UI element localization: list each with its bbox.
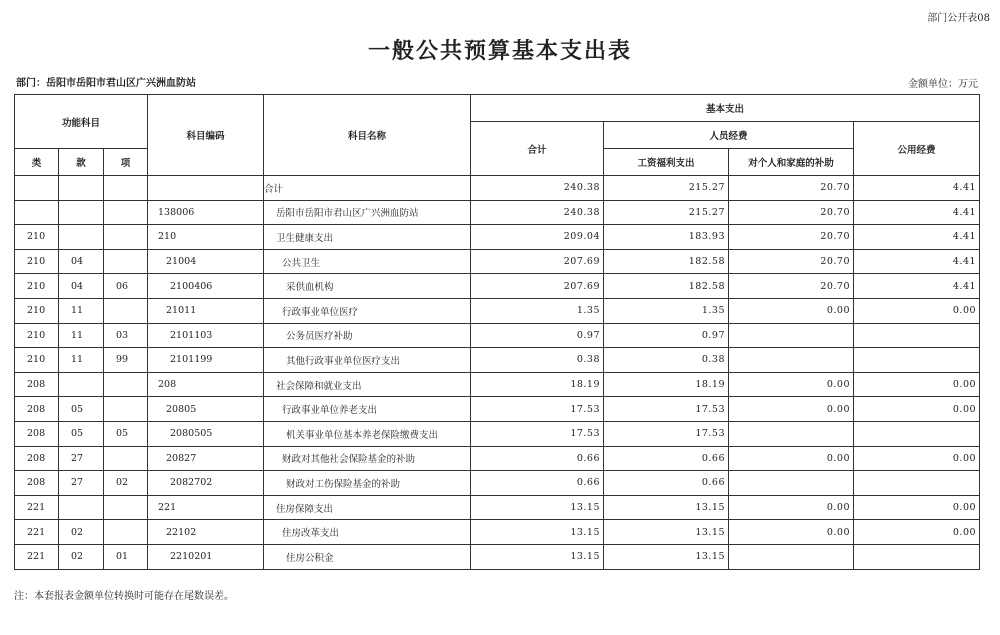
cell-lei: 210 <box>15 249 59 274</box>
cell-kuan: 02 <box>59 520 104 545</box>
cell-kuan <box>59 200 104 225</box>
unit-label: 金额单位：万元 <box>908 79 978 90</box>
cell-total: 0.66 <box>471 471 604 496</box>
cell-public: 4.41 <box>854 249 980 274</box>
cell-lei: 210 <box>15 323 59 348</box>
header-kuan: 款 <box>59 149 104 176</box>
cell-public: 4.41 <box>854 200 980 225</box>
cell-name: 合计 <box>264 176 471 201</box>
cell-total: 0.66 <box>471 446 604 471</box>
cell-name: 行政事业单位医疗 <box>264 298 471 323</box>
cell-name: 社会保障和就业支出 <box>264 372 471 397</box>
cell-salary: 13.15 <box>604 520 729 545</box>
cell-code: 2101199 <box>148 348 264 373</box>
table-row <box>15 176 980 201</box>
header-lei: 类 <box>15 149 59 176</box>
cell-code: 22102 <box>148 520 264 545</box>
cell-code: 138006 <box>148 200 264 225</box>
cell-kuan: 27 <box>59 471 104 496</box>
table-row <box>15 446 980 471</box>
header-func: 功能科目 <box>15 95 148 149</box>
cell-salary: 182.58 <box>604 249 729 274</box>
cell-lei: 208 <box>15 421 59 446</box>
cell-public: 0.00 <box>854 446 980 471</box>
cell-lei: 210 <box>15 274 59 299</box>
cell-name: 住房改革支出 <box>264 520 471 545</box>
table-row <box>15 274 980 299</box>
table-row <box>15 298 980 323</box>
table-row <box>15 495 980 520</box>
cell-xiang: 99 <box>104 348 148 373</box>
cell-salary: 215.27 <box>604 200 729 225</box>
table-row <box>15 372 980 397</box>
cell-total: 13.15 <box>471 520 604 545</box>
header-public: 公用经费 <box>854 122 980 176</box>
cell-name: 住房公积金 <box>264 544 471 569</box>
cell-salary: 215.27 <box>604 176 729 201</box>
cell-subsidy: 0.00 <box>729 446 854 471</box>
cell-code: 2082702 <box>148 471 264 496</box>
cell-name: 行政事业单位养老支出 <box>264 397 471 422</box>
cell-salary: 17.53 <box>604 421 729 446</box>
table-row <box>15 421 980 446</box>
header-salary: 工资福利支出 <box>604 149 729 176</box>
cell-total: 240.38 <box>471 200 604 225</box>
cell-kuan: 11 <box>59 348 104 373</box>
cell-name: 采供血机构 <box>264 274 471 299</box>
cell-name: 其他行政事业单位医疗支出 <box>264 348 471 373</box>
cell-lei: 210 <box>15 225 59 250</box>
footnote: 注：本套报表金额单位转换时可能存在尾数误差。 <box>14 591 234 602</box>
table-number-label: 部门公开表08 <box>927 13 990 24</box>
cell-xiang: 05 <box>104 421 148 446</box>
cell-code: 2101103 <box>148 323 264 348</box>
cell-salary: 0.38 <box>604 348 729 373</box>
header-name: 科目名称 <box>264 95 471 176</box>
table-row <box>15 249 980 274</box>
cell-total: 1.35 <box>471 298 604 323</box>
cell-code: 221 <box>148 495 264 520</box>
cell-total: 240.38 <box>471 176 604 201</box>
header-basic: 基本支出 <box>471 95 980 122</box>
table-row <box>15 348 980 373</box>
cell-lei: 221 <box>15 544 59 569</box>
cell-subsidy: 20.70 <box>729 249 854 274</box>
cell-lei: 221 <box>15 495 59 520</box>
cell-subsidy <box>729 421 854 446</box>
cell-subsidy <box>729 471 854 496</box>
cell-salary: 183.93 <box>604 225 729 250</box>
cell-code: 208 <box>148 372 264 397</box>
cell-subsidy: 20.70 <box>729 200 854 225</box>
table-row <box>15 323 980 348</box>
cell-total: 0.97 <box>471 323 604 348</box>
cell-code <box>148 176 264 201</box>
cell-lei: 210 <box>15 298 59 323</box>
cell-name: 财政对工伤保险基金的补助 <box>264 471 471 496</box>
cell-subsidy <box>729 348 854 373</box>
cell-kuan: 05 <box>59 397 104 422</box>
cell-public: 0.00 <box>854 520 980 545</box>
cell-salary: 13.15 <box>604 495 729 520</box>
cell-kuan <box>59 225 104 250</box>
cell-kuan: 11 <box>59 298 104 323</box>
cell-name: 公共卫生 <box>264 249 471 274</box>
cell-kuan: 02 <box>59 544 104 569</box>
table-row <box>15 200 980 225</box>
budget-table <box>14 94 980 570</box>
cell-total: 13.15 <box>471 544 604 569</box>
cell-xiang <box>104 520 148 545</box>
cell-xiang <box>104 249 148 274</box>
cell-salary: 182.58 <box>604 274 729 299</box>
cell-code: 20827 <box>148 446 264 471</box>
cell-total: 207.69 <box>471 274 604 299</box>
cell-xiang <box>104 372 148 397</box>
cell-salary: 1.35 <box>604 298 729 323</box>
cell-subsidy <box>729 544 854 569</box>
cell-xiang <box>104 446 148 471</box>
cell-xiang: 06 <box>104 274 148 299</box>
cell-total: 209.04 <box>471 225 604 250</box>
header-subsidy: 对个人和家庭的补助 <box>729 149 854 176</box>
cell-lei: 208 <box>15 372 59 397</box>
cell-salary: 0.97 <box>604 323 729 348</box>
table-row <box>15 520 980 545</box>
cell-name: 住房保障支出 <box>264 495 471 520</box>
page-title: 一般公共预算基本支出表 <box>367 38 632 64</box>
cell-subsidy: 20.70 <box>729 274 854 299</box>
cell-subsidy: 20.70 <box>729 176 854 201</box>
table-row <box>15 225 980 250</box>
cell-name: 公务员医疗补助 <box>264 323 471 348</box>
cell-public <box>854 323 980 348</box>
cell-lei <box>15 176 59 201</box>
cell-lei: 208 <box>15 397 59 422</box>
cell-name: 卫生健康支出 <box>264 225 471 250</box>
cell-lei: 208 <box>15 471 59 496</box>
department-label: 部门：岳阳市岳阳市君山区广兴洲血防站 <box>16 78 196 89</box>
cell-kuan: 05 <box>59 421 104 446</box>
table-row <box>15 471 980 496</box>
cell-xiang <box>104 495 148 520</box>
header-total: 合计 <box>471 122 604 176</box>
cell-salary: 18.19 <box>604 372 729 397</box>
cell-xiang <box>104 397 148 422</box>
cell-public: 4.41 <box>854 274 980 299</box>
cell-total: 18.19 <box>471 372 604 397</box>
cell-code: 21011 <box>148 298 264 323</box>
cell-code: 210 <box>148 225 264 250</box>
cell-subsidy <box>729 323 854 348</box>
cell-xiang <box>104 200 148 225</box>
cell-kuan <box>59 176 104 201</box>
cell-public <box>854 544 980 569</box>
cell-lei: 221 <box>15 520 59 545</box>
cell-xiang: 03 <box>104 323 148 348</box>
cell-salary: 0.66 <box>604 446 729 471</box>
cell-public: 4.41 <box>854 176 980 201</box>
cell-total: 13.15 <box>471 495 604 520</box>
cell-total: 0.38 <box>471 348 604 373</box>
cell-public <box>854 471 980 496</box>
cell-xiang <box>104 225 148 250</box>
cell-code: 2080505 <box>148 421 264 446</box>
header-xiang: 项 <box>104 149 148 176</box>
cell-kuan: 04 <box>59 249 104 274</box>
cell-salary: 0.66 <box>604 471 729 496</box>
cell-public <box>854 421 980 446</box>
cell-kuan: 11 <box>59 323 104 348</box>
cell-xiang: 01 <box>104 544 148 569</box>
cell-subsidy: 0.00 <box>729 298 854 323</box>
cell-xiang <box>104 176 148 201</box>
cell-kuan <box>59 372 104 397</box>
table-row <box>15 397 980 422</box>
cell-code: 21004 <box>148 249 264 274</box>
cell-subsidy: 0.00 <box>729 397 854 422</box>
cell-lei <box>15 200 59 225</box>
cell-public: 4.41 <box>854 225 980 250</box>
cell-lei: 210 <box>15 348 59 373</box>
table-body <box>15 176 980 570</box>
cell-salary: 17.53 <box>604 397 729 422</box>
cell-name: 岳阳市岳阳市君山区广兴洲血防站 <box>264 200 471 225</box>
cell-salary: 13.15 <box>604 544 729 569</box>
cell-total: 17.53 <box>471 421 604 446</box>
cell-name: 机关事业单位基本养老保险缴费支出 <box>264 421 471 446</box>
cell-kuan: 27 <box>59 446 104 471</box>
cell-xiang <box>104 298 148 323</box>
cell-subsidy: 0.00 <box>729 520 854 545</box>
cell-public: 0.00 <box>854 397 980 422</box>
cell-total: 17.53 <box>471 397 604 422</box>
cell-total: 207.69 <box>471 249 604 274</box>
cell-subsidy: 0.00 <box>729 495 854 520</box>
cell-public: 0.00 <box>854 495 980 520</box>
cell-code: 2210201 <box>148 544 264 569</box>
cell-public: 0.00 <box>854 298 980 323</box>
cell-code: 20805 <box>148 397 264 422</box>
cell-subsidy: 0.00 <box>729 372 854 397</box>
cell-code: 2100406 <box>148 274 264 299</box>
cell-lei: 208 <box>15 446 59 471</box>
cell-subsidy: 20.70 <box>729 225 854 250</box>
cell-kuan <box>59 495 104 520</box>
cell-kuan: 04 <box>59 274 104 299</box>
header-personnel: 人员经费 <box>604 122 854 149</box>
cell-xiang: 02 <box>104 471 148 496</box>
cell-public <box>854 348 980 373</box>
header-code: 科目编码 <box>148 95 264 176</box>
cell-public: 0.00 <box>854 372 980 397</box>
table-row <box>15 544 980 569</box>
cell-name: 财政对其他社会保险基金的补助 <box>264 446 471 471</box>
